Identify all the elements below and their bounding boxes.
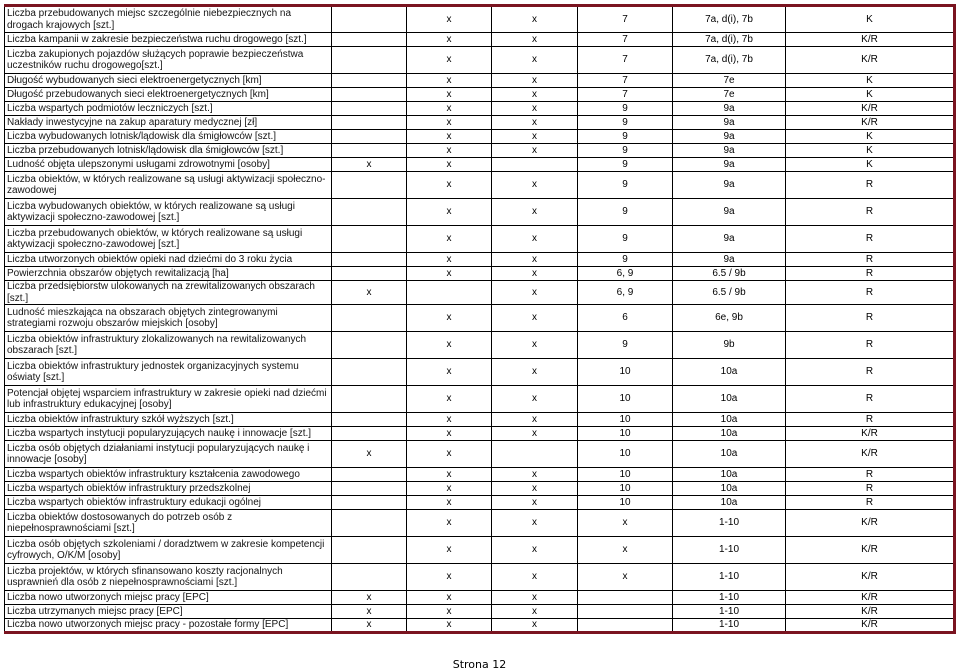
mark-cell-col1 — [332, 267, 407, 281]
table-row — [5, 172, 955, 199]
table-row — [5, 332, 955, 359]
mark-cell-col2: x — [407, 332, 492, 359]
level-cell: K — [786, 88, 955, 102]
mark-cell-col3: x — [492, 253, 578, 267]
indicator-name-cell: Liczba obiektów infrastruktury szkół wyższych [szt.] — [5, 413, 332, 427]
level-cell: K — [786, 158, 955, 172]
mark-cell-col1 — [332, 386, 407, 413]
mark-cell-col3: x — [492, 199, 578, 226]
indicator-name-cell: Liczba kampanii w zakresie bezpieczeństwa ruchu drogowego [szt.] — [5, 33, 332, 47]
priority-cell: 9a — [673, 253, 786, 267]
mark-cell-col1 — [332, 226, 407, 253]
axis-cell — [578, 591, 673, 605]
mark-cell-col3 — [492, 441, 578, 468]
mark-cell-col3: x — [492, 413, 578, 427]
mark-cell-col3: x — [492, 427, 578, 441]
indicator-name-cell: Liczba utworzonych obiektów opieki nad dziećmi do 3 roku życia — [5, 253, 332, 267]
indicator-name-cell: Ludność objęta ulepszonymi usługami zdrowotnymi [osoby] — [5, 158, 332, 172]
mark-cell-col1: x — [332, 441, 407, 468]
level-cell: R — [786, 332, 955, 359]
axis-cell: 9 — [578, 226, 673, 253]
mark-cell-col2: x — [407, 441, 492, 468]
level-cell: K/R — [786, 102, 955, 116]
level-cell: R — [786, 359, 955, 386]
indicator-name-cell: Liczba osób objętych szkoleniami / doradztwem w zakresie kompetencji cyfrowych, O/K/M [osoby] — [5, 537, 332, 564]
level-cell: K — [786, 74, 955, 88]
mark-cell-col1: x — [332, 605, 407, 619]
mark-cell-col1 — [332, 116, 407, 130]
level-cell: R — [786, 253, 955, 267]
axis-cell: 10 — [578, 482, 673, 496]
priority-cell: 9a — [673, 130, 786, 144]
table-row — [5, 482, 955, 496]
axis-cell: 10 — [578, 468, 673, 482]
mark-cell-col2: x — [407, 47, 492, 74]
mark-cell-col2: x — [407, 591, 492, 605]
priority-cell: 6.5 / 9b — [673, 281, 786, 305]
mark-cell-col1 — [332, 102, 407, 116]
axis-cell: 10 — [578, 413, 673, 427]
indicator-name-cell: Liczba przebudowanych obiektów, w których realizowane są usługi aktywizacji społeczno-zawodowej [szt.] — [5, 226, 332, 253]
table-row — [5, 199, 955, 226]
indicator-name-cell: Liczba obiektów, w których realizowane są usługi aktywizacji społeczno-zawodowej — [5, 172, 332, 199]
table-row — [5, 510, 955, 537]
mark-cell-col3: x — [492, 116, 578, 130]
level-cell: K/R — [786, 510, 955, 537]
mark-cell-col1 — [332, 172, 407, 199]
mark-cell-col1: x — [332, 281, 407, 305]
axis-cell: 10 — [578, 427, 673, 441]
indicator-name-cell: Liczba zakupionych pojazdów służących poprawie bezpieczeństwa uczestników ruchu drogowego[szt.] — [5, 47, 332, 74]
axis-cell: 6 — [578, 305, 673, 332]
table-row — [5, 226, 955, 253]
priority-cell: 9a — [673, 172, 786, 199]
axis-cell: 9 — [578, 130, 673, 144]
axis-cell: 7 — [578, 88, 673, 102]
axis-cell: 10 — [578, 359, 673, 386]
mark-cell-col3: x — [492, 6, 578, 33]
table-row — [5, 564, 955, 591]
table-row — [5, 6, 955, 33]
level-cell: K/R — [786, 605, 955, 619]
mark-cell-col2: x — [407, 74, 492, 88]
table-row — [5, 468, 955, 482]
indicator-name-cell: Długość przebudowanych sieci elektroenergetycznych [km] — [5, 88, 332, 102]
table-row — [5, 427, 955, 441]
mark-cell-col1 — [332, 332, 407, 359]
mark-cell-col1 — [332, 47, 407, 74]
mark-cell-col3: x — [492, 332, 578, 359]
mark-cell-col2: x — [407, 116, 492, 130]
mark-cell-col2 — [407, 281, 492, 305]
mark-cell-col3: x — [492, 144, 578, 158]
level-cell: R — [786, 468, 955, 482]
mark-cell-col1 — [332, 253, 407, 267]
priority-cell: 9a — [673, 102, 786, 116]
priority-cell: 9a — [673, 199, 786, 226]
mark-cell-col1 — [332, 144, 407, 158]
table-row — [5, 102, 955, 116]
indicator-name-cell: Liczba wspartych podmiotów leczniczych [szt.] — [5, 102, 332, 116]
indicator-name-cell: Długość wybudowanych sieci elektroenergetycznych [km] — [5, 74, 332, 88]
table-row — [5, 253, 955, 267]
priority-cell: 10a — [673, 496, 786, 510]
indicator-name-cell: Liczba wspartych obiektów infrastruktury przedszkolnej — [5, 482, 332, 496]
priority-cell: 1-10 — [673, 537, 786, 564]
mark-cell-col1 — [332, 564, 407, 591]
level-cell: K/R — [786, 427, 955, 441]
table-row — [5, 144, 955, 158]
table-row — [5, 158, 955, 172]
priority-cell: 6e, 9b — [673, 305, 786, 332]
mark-cell-col3: x — [492, 386, 578, 413]
level-cell: R — [786, 496, 955, 510]
mark-cell-col1 — [332, 427, 407, 441]
table-row — [5, 591, 955, 605]
mark-cell-col2: x — [407, 496, 492, 510]
indicator-name-cell: Ludność mieszkająca na obszarach objętych zintegrowanymi strategiami rozwoju obszarów miejskich [osoby] — [5, 305, 332, 332]
mark-cell-col3: x — [492, 281, 578, 305]
mark-cell-col2: x — [407, 482, 492, 496]
mark-cell-col2: x — [407, 102, 492, 116]
axis-cell: 9 — [578, 253, 673, 267]
mark-cell-col1 — [332, 305, 407, 332]
mark-cell-col1 — [332, 468, 407, 482]
mark-cell-col3: x — [492, 510, 578, 537]
mark-cell-col1 — [332, 88, 407, 102]
indicator-name-cell: Potencjał objętej wsparciem infrastruktury w zakresie opieki nad dziećmi lub infrastruktury edukacyjnej [osoby] — [5, 386, 332, 413]
mark-cell-col2: x — [407, 413, 492, 427]
mark-cell-col2: x — [407, 158, 492, 172]
mark-cell-col2: x — [407, 510, 492, 537]
priority-cell: 10a — [673, 468, 786, 482]
axis-cell: 6, 9 — [578, 281, 673, 305]
mark-cell-col2: x — [407, 605, 492, 619]
axis-cell: 7 — [578, 33, 673, 47]
mark-cell-col3: x — [492, 74, 578, 88]
mark-cell-col2: x — [407, 253, 492, 267]
axis-cell: 9 — [578, 144, 673, 158]
mark-cell-col2: x — [407, 172, 492, 199]
mark-cell-col1 — [332, 130, 407, 144]
indicator-table — [4, 4, 956, 634]
level-cell: K/R — [786, 47, 955, 74]
axis-cell: 10 — [578, 496, 673, 510]
axis-cell: 7 — [578, 74, 673, 88]
priority-cell: 10a — [673, 427, 786, 441]
level-cell: R — [786, 413, 955, 427]
priority-cell: 10a — [673, 386, 786, 413]
mark-cell-col3: x — [492, 305, 578, 332]
mark-cell-col2: x — [407, 619, 492, 633]
mark-cell-col3: x — [492, 468, 578, 482]
priority-cell: 10a — [673, 359, 786, 386]
mark-cell-col1 — [332, 6, 407, 33]
table-row — [5, 441, 955, 468]
axis-cell: 9 — [578, 172, 673, 199]
table-row — [5, 74, 955, 88]
table-row — [5, 619, 955, 633]
priority-cell: 9a — [673, 116, 786, 130]
indicator-name-cell: Liczba przebudowanych miejsc szczególnie niebezpiecznych na drogach krajowych [szt.] — [5, 6, 332, 33]
level-cell: K/R — [786, 619, 955, 633]
axis-cell — [578, 605, 673, 619]
axis-cell: x — [578, 510, 673, 537]
mark-cell-col1 — [332, 33, 407, 47]
priority-cell: 7e — [673, 74, 786, 88]
mark-cell-col3: x — [492, 605, 578, 619]
indicator-name-cell: Liczba wybudowanych obiektów, w których realizowane są usługi aktywizacji społeczno-zawodowej [szt.] — [5, 199, 332, 226]
axis-cell: 9 — [578, 199, 673, 226]
priority-cell: 10a — [673, 482, 786, 496]
mark-cell-col2: x — [407, 386, 492, 413]
mark-cell-col2: x — [407, 537, 492, 564]
priority-cell: 1-10 — [673, 605, 786, 619]
mark-cell-col3: x — [492, 482, 578, 496]
table-row — [5, 413, 955, 427]
mark-cell-col3: x — [492, 591, 578, 605]
indicator-name-cell: Liczba obiektów dostosowanych do potrzeb osób z niepełnosprawnościami [szt.] — [5, 510, 332, 537]
mark-cell-col2: x — [407, 33, 492, 47]
priority-cell: 10a — [673, 413, 786, 427]
axis-cell: x — [578, 537, 673, 564]
table-row — [5, 305, 955, 332]
axis-cell — [578, 619, 673, 633]
mark-cell-col1: x — [332, 591, 407, 605]
level-cell: R — [786, 199, 955, 226]
indicator-name-cell: Liczba nowo utworzonych miejsc pracy [EPC] — [5, 591, 332, 605]
priority-cell: 1-10 — [673, 619, 786, 633]
mark-cell-col1: x — [332, 158, 407, 172]
mark-cell-col2: x — [407, 305, 492, 332]
mark-cell-col3: x — [492, 496, 578, 510]
mark-cell-col2: x — [407, 564, 492, 591]
indicator-name-cell: Liczba nowo utworzonych miejsc pracy - pozostałe formy [EPC] — [5, 619, 332, 633]
mark-cell-col1 — [332, 74, 407, 88]
axis-cell: 10 — [578, 441, 673, 468]
mark-cell-col2: x — [407, 144, 492, 158]
mark-cell-col2: x — [407, 130, 492, 144]
mark-cell-col3: x — [492, 359, 578, 386]
table-row — [5, 47, 955, 74]
indicator-name-cell: Nakłady inwestycyjne na zakup aparatury medycznej [zł] — [5, 116, 332, 130]
mark-cell-col2: x — [407, 226, 492, 253]
level-cell: K — [786, 130, 955, 144]
mark-cell-col1 — [332, 496, 407, 510]
axis-cell: 7 — [578, 47, 673, 74]
axis-cell: x — [578, 564, 673, 591]
indicator-name-cell: Liczba wybudowanych lotnisk/lądowisk dla śmigłowców [szt.] — [5, 130, 332, 144]
mark-cell-col2: x — [407, 199, 492, 226]
priority-cell: 6.5 / 9b — [673, 267, 786, 281]
priority-cell: 9a — [673, 144, 786, 158]
priority-cell: 1-10 — [673, 510, 786, 537]
priority-cell: 1-10 — [673, 591, 786, 605]
mark-cell-col1: x — [332, 619, 407, 633]
table-row — [5, 386, 955, 413]
level-cell: K/R — [786, 537, 955, 564]
level-cell: R — [786, 386, 955, 413]
axis-cell: 9 — [578, 158, 673, 172]
priority-cell: 9b — [673, 332, 786, 359]
level-cell: R — [786, 226, 955, 253]
mark-cell-col3: x — [492, 226, 578, 253]
level-cell: K/R — [786, 441, 955, 468]
mark-cell-col3: x — [492, 47, 578, 74]
mark-cell-col2: x — [407, 468, 492, 482]
mark-cell-col3: x — [492, 172, 578, 199]
document-page — [4, 4, 954, 634]
indicator-table-body — [5, 6, 955, 633]
mark-cell-col1 — [332, 359, 407, 386]
priority-cell: 7a, d(i), 7b — [673, 33, 786, 47]
level-cell: R — [786, 482, 955, 496]
page-number: Strona 12 — [452, 658, 507, 671]
table-row — [5, 88, 955, 102]
mark-cell-col1 — [332, 482, 407, 496]
table-row — [5, 496, 955, 510]
indicator-name-cell: Liczba osób objętych działaniami instytucji popularyzujących naukę i innowacje [osoby] — [5, 441, 332, 468]
mark-cell-col1 — [332, 510, 407, 537]
priority-cell: 7a, d(i), 7b — [673, 6, 786, 33]
table-row — [5, 33, 955, 47]
indicator-name-cell: Liczba przebudowanych lotnisk/lądowisk dla śmigłowców [szt.] — [5, 144, 332, 158]
level-cell: K/R — [786, 564, 955, 591]
table-row — [5, 116, 955, 130]
level-cell: R — [786, 267, 955, 281]
mark-cell-col3: x — [492, 102, 578, 116]
priority-cell: 7e — [673, 88, 786, 102]
table-row — [5, 537, 955, 564]
priority-cell: 7a, d(i), 7b — [673, 47, 786, 74]
priority-cell: 9a — [673, 226, 786, 253]
table-row — [5, 281, 955, 305]
table-row — [5, 130, 955, 144]
priority-cell: 1-10 — [673, 564, 786, 591]
level-cell: K — [786, 6, 955, 33]
mark-cell-col2: x — [407, 267, 492, 281]
mark-cell-col3: x — [492, 619, 578, 633]
mark-cell-col2: x — [407, 6, 492, 33]
indicator-name-cell: Liczba projektów, w których sfinansowano koszty racjonalnych usprawnień dla osób z niepełnosprawnościami [szt.] — [5, 564, 332, 591]
mark-cell-col2: x — [407, 88, 492, 102]
level-cell: K — [786, 144, 955, 158]
level-cell: K/R — [786, 116, 955, 130]
indicator-name-cell: Liczba obiektów infrastruktury zlokalizowanych na rewitalizowanych obszarach [szt.] — [5, 332, 332, 359]
indicator-name-cell: Liczba utrzymanych miejsc pracy [EPC] — [5, 605, 332, 619]
priority-cell: 10a — [673, 441, 786, 468]
table-row — [5, 605, 955, 619]
level-cell: K/R — [786, 33, 955, 47]
mark-cell-col3: x — [492, 537, 578, 564]
mark-cell-col3 — [492, 158, 578, 172]
table-row — [5, 267, 955, 281]
level-cell: R — [786, 305, 955, 332]
mark-cell-col1 — [332, 413, 407, 427]
mark-cell-col1 — [332, 537, 407, 564]
indicator-name-cell: Liczba przedsiębiorstw ulokowanych na zrewitalizowanych obszarach [szt.] — [5, 281, 332, 305]
axis-cell: 7 — [578, 6, 673, 33]
mark-cell-col1 — [332, 199, 407, 226]
axis-cell: 6, 9 — [578, 267, 673, 281]
axis-cell: 9 — [578, 102, 673, 116]
mark-cell-col3: x — [492, 130, 578, 144]
axis-cell: 10 — [578, 386, 673, 413]
indicator-name-cell: Liczba wspartych instytucji popularyzujących naukę i innowacje [szt.] — [5, 427, 332, 441]
indicator-name-cell: Powierzchnia obszarów objętych rewitalizacją [ha] — [5, 267, 332, 281]
axis-cell: 9 — [578, 332, 673, 359]
mark-cell-col3: x — [492, 88, 578, 102]
indicator-name-cell: Liczba wspartych obiektów infrastruktury edukacji ogólnej — [5, 496, 332, 510]
table-row — [5, 359, 955, 386]
axis-cell: 9 — [578, 116, 673, 130]
mark-cell-col3: x — [492, 267, 578, 281]
level-cell: K/R — [786, 591, 955, 605]
level-cell: R — [786, 281, 955, 305]
indicator-name-cell: Liczba wspartych obiektów infrastruktury kształcenia zawodowego — [5, 468, 332, 482]
indicator-name-cell: Liczba obiektów infrastruktury jednostek organizacyjnych systemu oświaty [szt.] — [5, 359, 332, 386]
priority-cell: 9a — [673, 158, 786, 172]
level-cell: R — [786, 172, 955, 199]
mark-cell-col3: x — [492, 564, 578, 591]
mark-cell-col3: x — [492, 33, 578, 47]
mark-cell-col2: x — [407, 427, 492, 441]
mark-cell-col2: x — [407, 359, 492, 386]
